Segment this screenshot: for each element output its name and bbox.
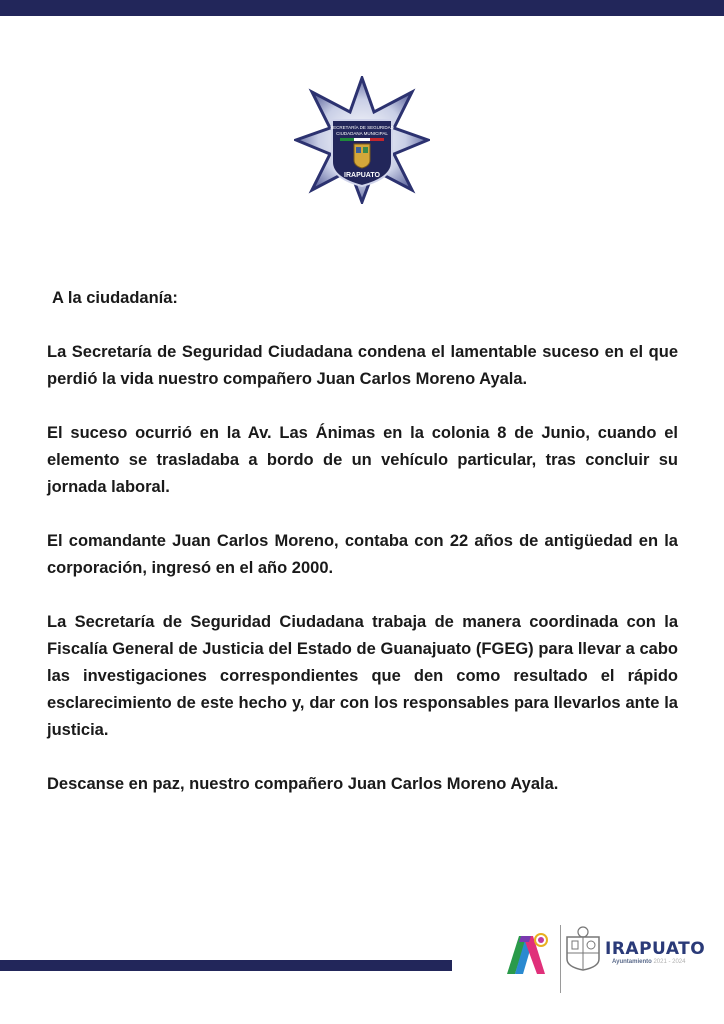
paragraph-investigation: La Secretaría de Seguridad Ciudadana trabaja de manera coordinada con la Fiscalía General de Justicia del Estado de Guanajuato (FGEG) para llevar a cabo las investigaciones correspondientes que den como resultado el rápido esclarecimiento de este hecho y, dar con los responsables para llevarlos ante la justicia. [47, 613, 678, 739]
bottom-banner-bar [0, 960, 452, 971]
top-banner-bar [0, 0, 724, 16]
footer-years: 2021 - 2024 [653, 959, 686, 965]
badge-line2: CIUDADANA MUNICIPAL [336, 131, 388, 136]
paragraph-incident: El suceso ocurrió en la Av. Las Ánimas en la colonia 8 de Junio, cuando el elemento se trasladaba a bordo de un vehículo particular, tras concluir su jornada laboral. [47, 424, 678, 496]
paragraph-condolence: La Secretaría de Seguridad Ciudadana condena el lamentable suceso en el que perdió la vida nuestro compañero Juan Carlos Moreno Ayala. [47, 343, 678, 388]
badge-line1: SECRETARÍA DE SEGURIDAD [330, 125, 394, 130]
greeting: A la ciudadanía: [52, 289, 178, 307]
badge-city: IRAPUATO [344, 172, 380, 179]
police-star-badge-icon [294, 76, 430, 204]
footer-subtitle: Ayuntamiento [612, 959, 652, 965]
footer-city-name: IRAPUATO [605, 939, 706, 959]
municipal-coat-of-arms-icon [563, 925, 603, 971]
paragraph-seniority: El comandante Juan Carlos Moreno, contaba con 22 años de antigüedad en la corporación, ingresó en el año 2000. [47, 532, 678, 577]
letter-body [47, 285, 678, 825]
footer-ayuntamiento [612, 959, 685, 965]
footer-divider [560, 925, 561, 993]
irapuato-a-logo-icon [505, 928, 555, 976]
paragraph-rest-in-peace: Descanse en paz, nuestro compañero Juan Carlos Moreno Ayala. [47, 775, 559, 793]
